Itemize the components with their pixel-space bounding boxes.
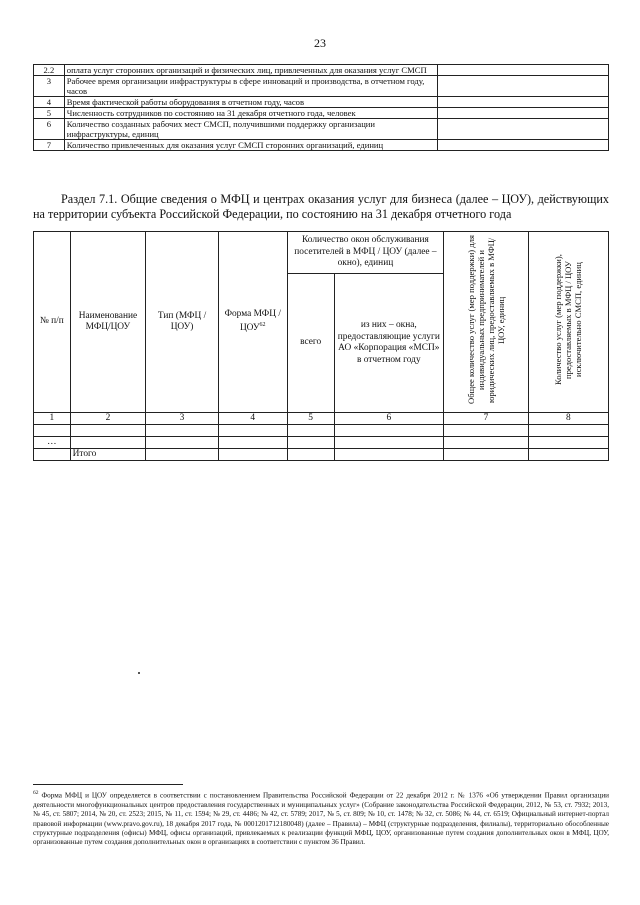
indicator-row (34, 76, 609, 97)
indicator-text: оплата услуг сторонних организаций и физических лиц, привлеченных для оказания услуг СМСП (64, 65, 437, 76)
indicator-row (34, 65, 609, 76)
indicator-num: 6 (34, 119, 65, 140)
indicator-row (34, 140, 609, 151)
header-windows-msp: из них – окна, предоставляющие услуги АО «Корпорация «МСП» в отчетном году (334, 274, 444, 413)
indicator-text: Численность сотрудников по состоянию на 31 декабря отчетного года, человек (64, 108, 437, 119)
header-windows-group: Количество окон обслуживания посетителей в МФЦ / ЦОУ (далее – окно), единиц (287, 232, 443, 274)
col-number: 8 (528, 413, 608, 425)
footnote-ref: 62 (259, 322, 266, 329)
indicator-value (438, 65, 609, 76)
empty-row (34, 425, 609, 437)
indicator-row (34, 108, 609, 119)
indicator-text: Количество созданных рабочих мест СМСП, получившими поддержку организации инфраструктуры, единиц (64, 119, 437, 140)
header-type: Тип (МФЦ / ЦОУ) (146, 232, 218, 413)
col-number: 2 (70, 413, 146, 425)
indicator-num: 3 (34, 76, 65, 97)
col-number: 6 (334, 413, 444, 425)
column-numbers-row (34, 413, 609, 425)
col-number: 3 (146, 413, 218, 425)
header-form-text: Форма МФЦ / ЦОУ (224, 308, 281, 334)
page-number: 23 (314, 36, 326, 50)
footnote (33, 789, 609, 848)
indicator-num: 7 (34, 140, 65, 151)
indicator-num: 5 (34, 108, 65, 119)
indicators-table-body (34, 65, 609, 151)
header-col7 (444, 232, 529, 413)
indicators-table (33, 64, 609, 151)
header-col8-text: Количество услуг (мер поддержки), предоставляемых в МФЦ / ЦОУ исключительно СМСП, единиц (553, 254, 584, 386)
header-name: Наименование МФЦ/ЦОУ (70, 232, 146, 413)
footnote-text: Форма МФЦ и ЦОУ определяется в соответствии с постановлением Правительства Российской Федерации от 22 декабря 2012 г. № 1376 «Об утверждении Правил организации деятельности многофункциональных центров предоставления государственных и муниципальных услуг» (Собрание законодательства Российской Федерации, 2012, № 53, ст. 7932; 2013, № 45, ст. 5807; 2014, № 20, ст. 2523; 2015, № 11, ст. 1594; № 29, ст. 4486; № 42, ст. 5789; 2017, № 5, ст. 809; № 10, ст. 1478; № 32, ст. 5086; № 44, ст. 6519; Официальный интернет-портал правовой информации (www.pravo.gov.ru), 18 декабря 2017 года, № 0001201712180048) (далее – Правила) – МФЦ (структурные подразделения, филиалы), территориально обособленные структурные подразделения (офисы) МФЦ, офисы организаций, привлекаемых к реализации функций МФЦ, ЦОУ, организованные путем создания дополнительных окон в МФЦ, ЦОУ, организованные путем создания дополнительных окон в организациях в соответствии с пунктом 36 Правил. (33, 791, 610, 847)
header-num: № п/п (34, 232, 71, 413)
indicator-value (438, 119, 609, 140)
scan-speck (138, 672, 140, 674)
indicator-text: Количество привлеченных для оказания услуг СМСП сторонних организаций, единиц (64, 140, 437, 151)
total-row (34, 449, 609, 461)
indicator-value (438, 108, 609, 119)
indicator-value (438, 97, 609, 108)
header-windows-total: всего (287, 274, 334, 413)
indicator-row (34, 119, 609, 140)
footnote-marker: 62 (33, 790, 39, 796)
header-form (218, 232, 287, 413)
indicator-value (438, 140, 609, 151)
total-label: Итого (70, 449, 146, 461)
ellipsis-cell: … (34, 437, 71, 449)
col-number: 4 (218, 413, 287, 425)
mfc-table (33, 231, 609, 461)
indicator-num: 2.2 (34, 65, 65, 76)
col-number: 1 (34, 413, 71, 425)
indicator-row (34, 97, 609, 108)
header-col8 (528, 232, 608, 413)
col-number: 7 (444, 413, 529, 425)
footnote-separator (33, 784, 183, 785)
indicator-text: Время фактической работы оборудования в отчетном году, часов (64, 97, 437, 108)
col-number: 5 (287, 413, 334, 425)
indicator-value (438, 76, 609, 97)
header-col7-text: Общее количество услуг (мер поддержки) для индивидуальных предпринимателей и юридических лиц, предоставляемых в МФЦ/ЦОУ, единиц (465, 235, 506, 405)
ellipsis-row (34, 437, 609, 449)
indicator-text: Рабочее время организации инфраструктуры в сфере инноваций и производства, в отчетном году, часов (64, 76, 437, 97)
indicator-num: 4 (34, 97, 65, 108)
section-heading: Раздел 7.1. Общие сведения о МФЦ и центрах оказания услуг для бизнеса (далее – ЦОУ), действующих на территории субъекта Российской Федерации, по состоянию на 31 декабря отчетного года (33, 192, 609, 221)
